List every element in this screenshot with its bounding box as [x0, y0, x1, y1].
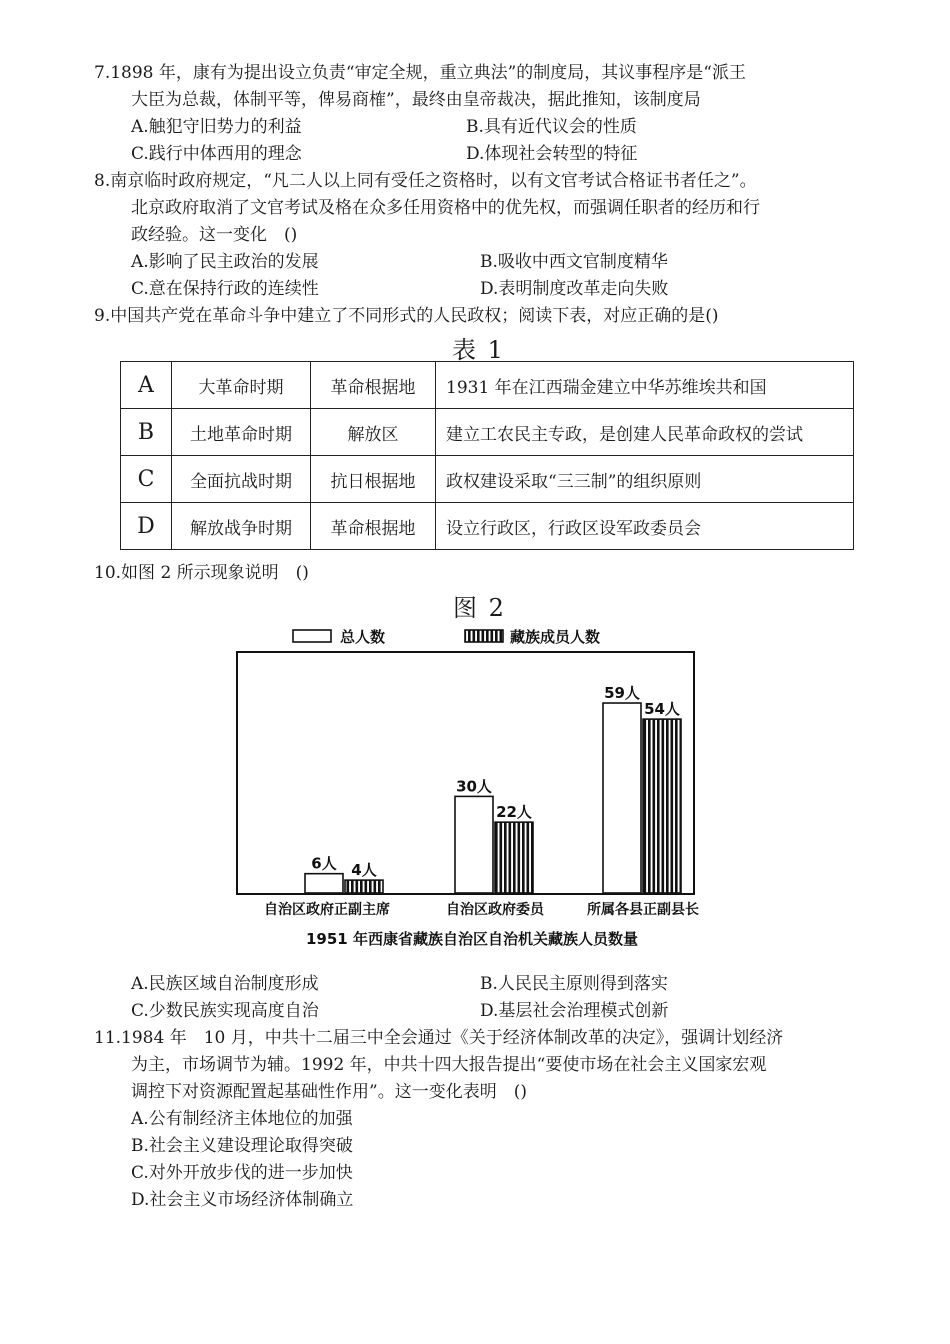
row-key: B — [121, 409, 172, 456]
q8-stem-line-3: 政经验。这一变化 () — [131, 225, 298, 245]
bar-total — [455, 796, 493, 893]
q7-option-d: D.体现社会转型的特征 — [466, 144, 638, 164]
bar-tibetan — [345, 880, 383, 893]
q11-option-c: C.对外开放步伐的进一步加快 — [131, 1163, 353, 1183]
row-period: 解放战争时期 — [172, 503, 311, 550]
q9-stem: 9.中国共产党在革命斗争中建立了不同形式的人民政权；阅读下表，对应正确的是() — [94, 306, 719, 326]
q10-stem: 10.如图 2 所示现象说明 () — [94, 563, 309, 583]
data-label: 6人 — [311, 854, 337, 873]
q7-option-c: C.践行中体西用的理念 — [131, 144, 302, 164]
q11-option-a: A.公有制经济主体地位的加强 — [131, 1109, 353, 1129]
q11-stem-line-3: 调控下对资源配置起基础性作用”。这一变化表明 () — [131, 1082, 527, 1102]
bar-tibetan — [643, 719, 681, 893]
row-base: 革命根据地 — [311, 362, 436, 409]
figure-title: 图 2 — [453, 594, 506, 622]
legend-label-tibetan: 藏族成员人数 — [510, 628, 601, 646]
q10-option-b: B.人民民主原则得到落实 — [480, 974, 668, 994]
q8-option-b: B.吸收中西文官制度精华 — [480, 252, 668, 272]
row-base: 抗日根据地 — [311, 456, 436, 503]
bar-tibetan — [495, 822, 533, 893]
q8-stem-line-1: 8.南京临时政府规定，“凡二人以上同有受任之资格时，以有文官考试合格证书者任之”。 — [94, 171, 757, 191]
bar-total — [305, 874, 343, 893]
q7-stem-line-1: 7.1898 年，康有为提出设立负责“审定全规，重立典法”的制度局，其议事程序是“派王 — [94, 63, 746, 83]
q10-option-d: D.基层社会治理模式创新 — [480, 1001, 669, 1021]
q7-stem-line-2: 大臣为总裁，体制平等，俾易商榷”，最终由皇帝裁决，据此推知，该制度局 — [131, 90, 701, 110]
q11-option-d: D.社会主义市场经济体制确立 — [131, 1190, 354, 1210]
q11-stem-line-1: 11.1984 年 10 月，中共十二届三中全会通过《关于经济体制改革的决定》，强调计划经济 — [94, 1028, 784, 1048]
row-key: A — [121, 362, 172, 409]
q7-option-b: B.具有近代议会的性质 — [466, 117, 637, 137]
category-label: 自治区政府委员 — [446, 902, 544, 918]
chart-title: 1951 年西康省藏族自治区自治机关藏族人员数量 — [306, 930, 638, 948]
legend-swatch-tibetan — [465, 630, 503, 642]
q8-option-d: D.表明制度改革走向失败 — [480, 279, 669, 299]
q11-stem-line-2: 为主，市场调节为辅。1992 年，中共十四大报告提出“要使市场在社会主义国家宏观 — [131, 1055, 767, 1075]
row-description: 建立工农民主专政，是创建人民革命政权的尝试 — [436, 409, 854, 456]
q8-stem-line-2: 北京政府取消了文官考试及格在众多任用资格中的优先权，而强调任职者的经历和行 — [131, 198, 760, 218]
data-label: 30人 — [456, 777, 492, 796]
data-label: 59人 — [604, 684, 640, 703]
row-period: 全面抗战时期 — [172, 456, 311, 503]
row-key: C — [121, 456, 172, 503]
q8-option-c: C.意在保持行政的连续性 — [131, 279, 319, 299]
data-label: 4人 — [351, 861, 377, 880]
row-description: 政权建设采取“三三制”的组织原则 — [436, 456, 854, 503]
q7-option-a: A.触犯守旧势力的利益 — [131, 117, 302, 137]
q11-option-b: B.社会主义建设理论取得突破 — [131, 1136, 353, 1156]
q10-option-c: C.少数民族实现高度自治 — [131, 1001, 319, 1021]
bar-total — [603, 703, 641, 893]
row-period: 大革命时期 — [172, 362, 311, 409]
legend-label-total: 总人数 — [340, 628, 386, 646]
row-period: 土地革命时期 — [172, 409, 311, 456]
category-label: 所属各县正副县长 — [587, 902, 699, 918]
data-label: 22人 — [496, 803, 532, 822]
row-description: 设立行政区，行政区设军政委员会 — [436, 503, 854, 550]
category-label: 自治区政府正副主席 — [264, 902, 390, 918]
data-label: 54人 — [644, 700, 680, 719]
row-base: 解放区 — [311, 409, 436, 456]
q8-option-a: A.影响了民主政治的发展 — [131, 252, 319, 272]
table-title: 表 1 — [452, 336, 505, 364]
row-description: 1931 年在江西瑞金建立中华苏维埃共和国 — [436, 362, 854, 409]
row-key: D — [121, 503, 172, 550]
row-base: 革命根据地 — [311, 503, 436, 550]
q10-option-a: A.民族区域自治制度形成 — [131, 974, 319, 994]
legend-swatch-total — [293, 630, 331, 642]
